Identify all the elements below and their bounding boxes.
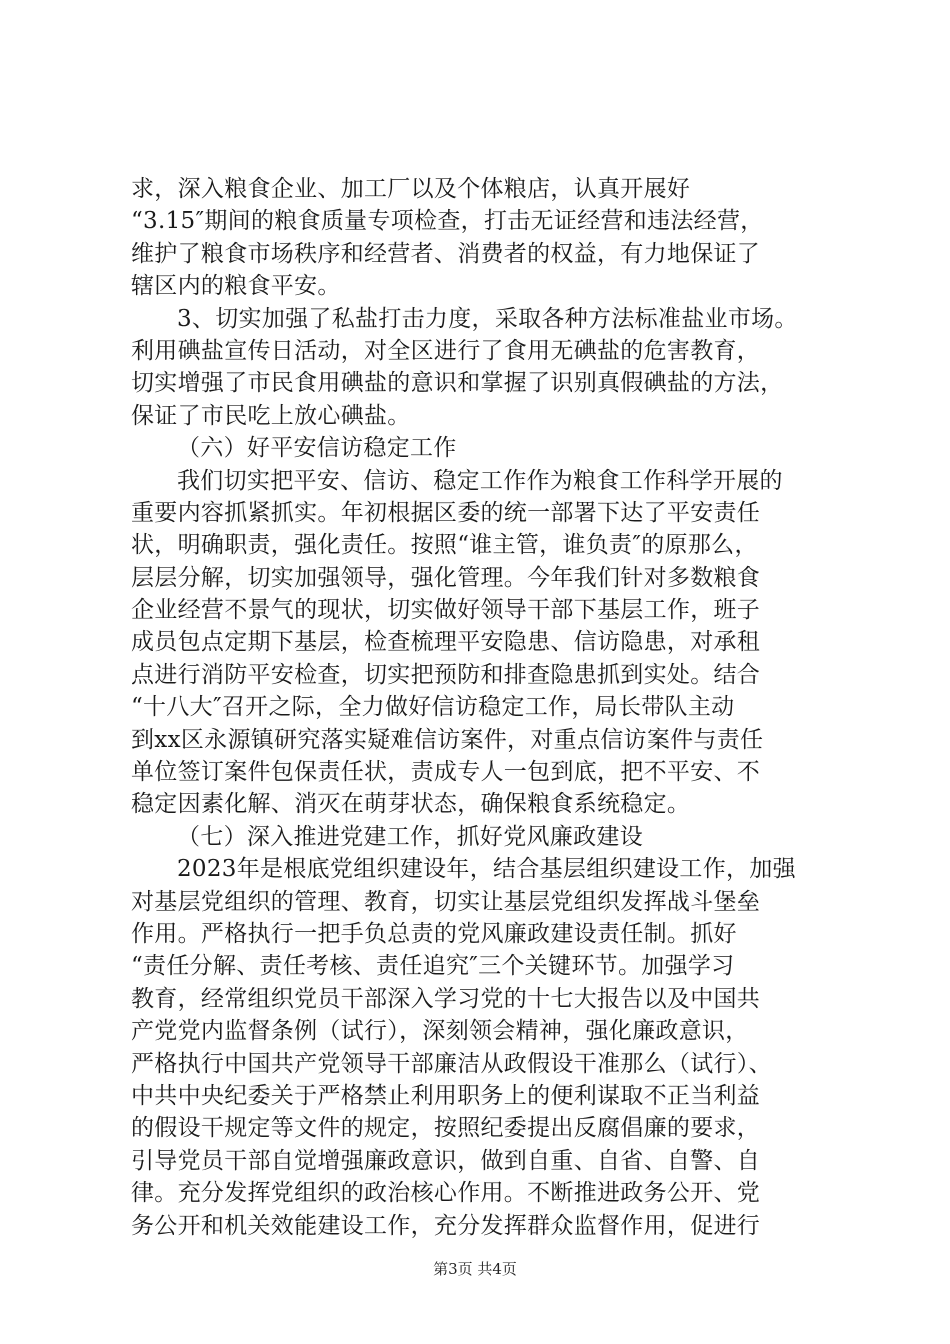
text-line: 中共中央纪委关于严格禁止利用职务上的便利谋取不正当利益 (131, 1082, 761, 1109)
page-number-footer: 第3页 共4页 (433, 1260, 517, 1278)
text-line: 教育，经常组织党员干部深入学习党的十七大报告以及中国共 (131, 985, 761, 1012)
text-line: 到xx区永源镇研究落实疑难信访案件，对重点信访案件与责任 (131, 726, 764, 753)
paragraph-start-line: 2023年是根底党组织建设年，结合基层组织建设工作，加强 (177, 856, 796, 883)
text-line: 维护了粮食市场秩序和经营者、消费者的权益，有力地保证了 (131, 240, 761, 267)
text-line: 作用。严格执行一把手负总责的党风廉政建设责任制。抓好 (131, 920, 737, 947)
text-line: 求，深入粮食企业、加工厂以及个体粮店，认真开展好 (131, 176, 691, 202)
text-line: 状，明确职责，强化责任。按照“谁主管，谁负责″的原那么， (131, 532, 758, 559)
section-heading: （六）好平安信访稳定工作 (177, 435, 457, 462)
text-line: 对基层党组织的管理、教育，切实让基层党组织发挥战斗堡垒 (131, 888, 761, 915)
text-line: “十八大″召开之际，全力做好信访稳定工作，局长带队主动 (131, 694, 735, 721)
paragraph-start-line: 我们切实把平安、信访、稳定工作作为粮食工作科学开展的 (177, 467, 783, 494)
text-line: 辖区内的粮食平安。 (131, 273, 341, 300)
text-line: 切实增强了市民食用碘盐的意识和掌握了识别真假碘盐的方法， (131, 370, 784, 397)
text-line: “责任分解、责任考核、责任追究″三个关键环节。加强学习 (131, 953, 735, 980)
text-line: 重要内容抓紧抓实。年初根据区委的统一部署下达了平安责任 (131, 499, 761, 526)
text-line: 务公开和机关效能建设工作，充分发挥群众监督作用，促进行 (131, 1212, 761, 1239)
text-line: 成员包点定期下基层，检查梳理平安隐患、信访隐患，对承租 (131, 629, 761, 656)
text-line: 稳定因素化解、消灭在萌芽状态，确保粮食系统稳定。 (131, 791, 691, 818)
text-line: 利用碘盐宣传日活动，对全区进行了食用无碘盐的危害教育， (131, 337, 761, 364)
section-heading: （七）深入推进党建工作，抓好党风廉政建设 (177, 823, 643, 850)
text-line: 律。充分发挥党组织的政治核心作用。不断推进政务公开、党 (131, 1180, 761, 1207)
text-line: 严格执行中国共产党领导干部廉洁从政假设干准那么（试行）、 (131, 1050, 772, 1077)
text-line: 产党党内监督条例（试行），深刻领会精神，强化廉政意识， (131, 1018, 749, 1045)
text-line: 点进行消防平安检查，切实把预防和排查隐患抓到实处。结合 (131, 661, 761, 688)
text-line: 单位签订案件包保责任状，责成专人一包到底，把不平安、不 (131, 759, 761, 786)
text-line: 引导党员干部自觉增强廉政意识，做到自重、自省、自警、自 (131, 1147, 761, 1174)
text-line: “3.15″期间的粮食质量专项检查，打击无证经营和违法经营， (131, 208, 764, 235)
text-line: 层层分解，切实加强领导，强化管理。今年我们针对多数粮食 (131, 564, 761, 591)
text-line: 的假设干规定等文件的规定，按照纪委提出反腐倡廉的要求， (131, 1115, 761, 1142)
paragraph-start-line: 3、切实加强了私盐打击力度，采取各种方法标准盐业市场。 (177, 305, 798, 332)
text-line: 保证了市民吃上放心碘盐。 (131, 402, 411, 429)
text-line: 企业经营不景气的现状，切实做好领导干部下基层工作，班子 (131, 597, 761, 624)
document-body (131, 173, 837, 1242)
